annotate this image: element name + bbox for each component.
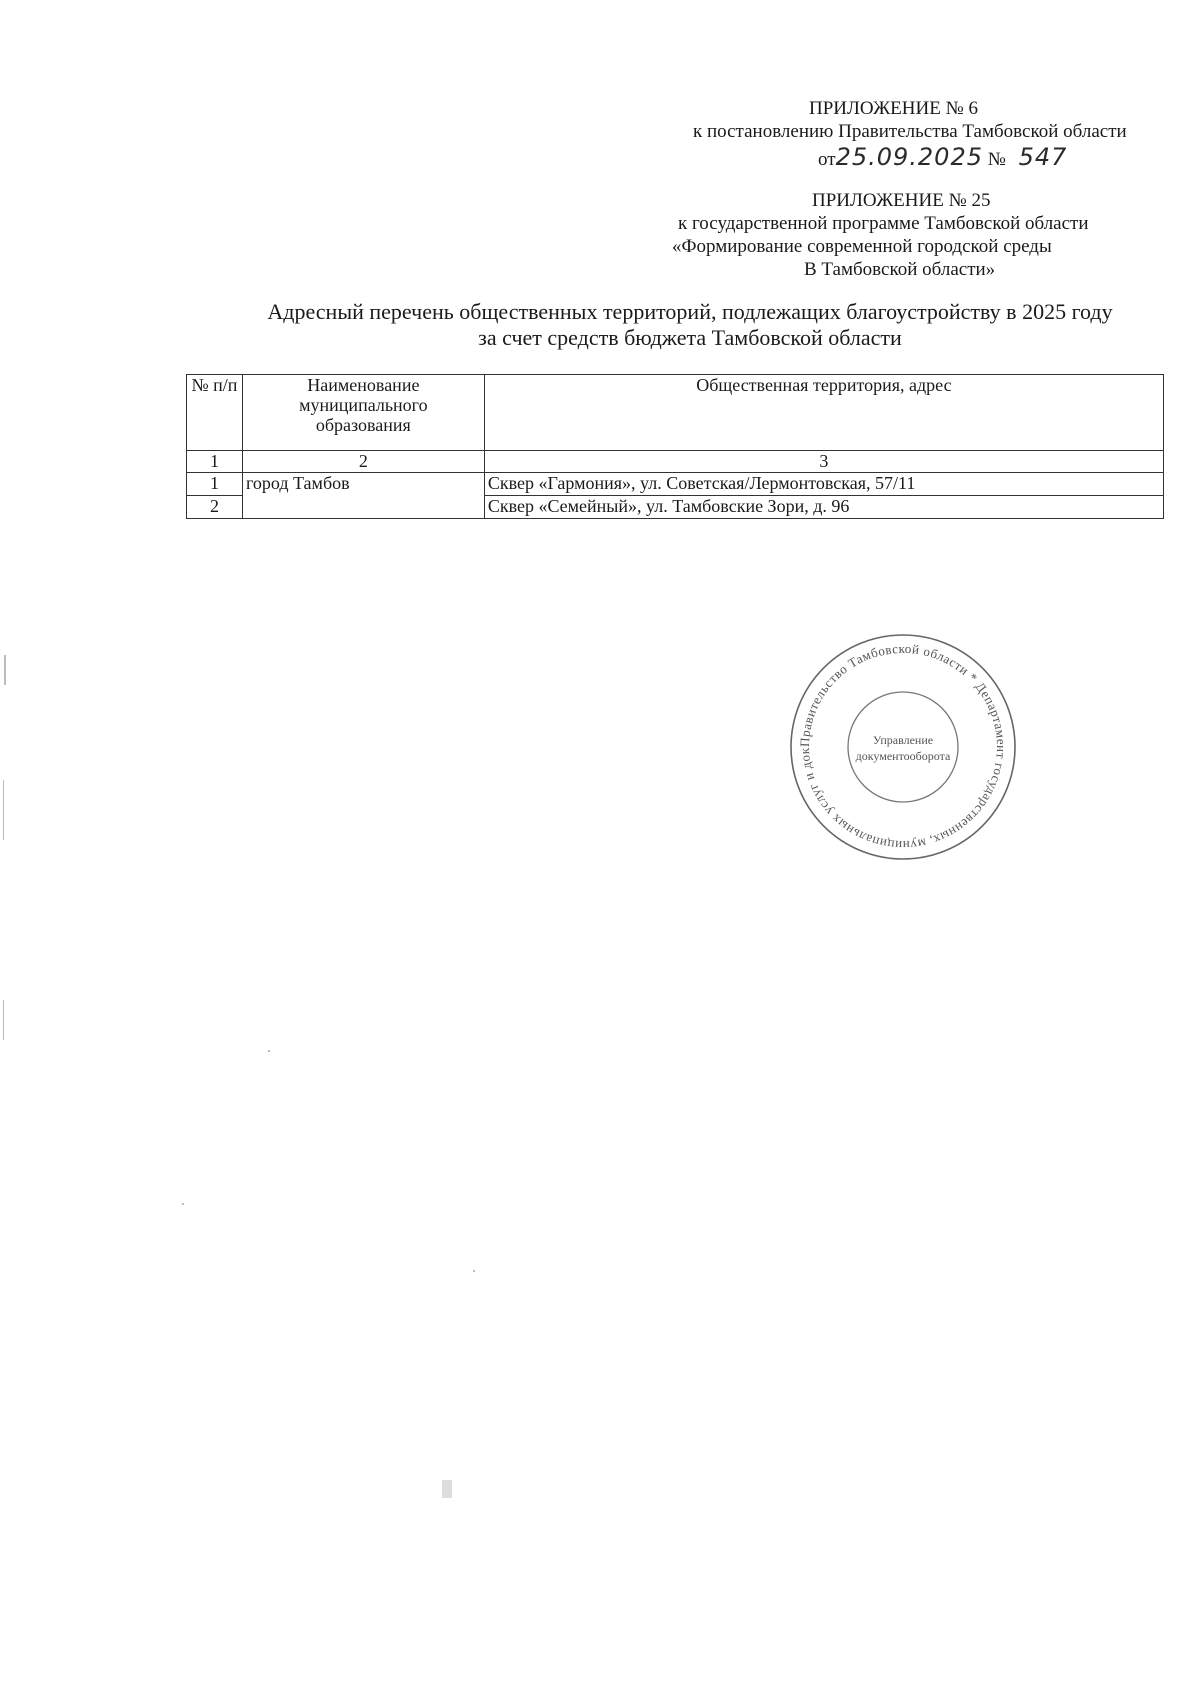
col-number-1: 1 [187,451,243,473]
stamp-inner-line2: документооборота [855,749,951,763]
official-stamp [788,632,1018,862]
document-title-line1: Адресный перечень общественных территорий, подлежащих благоустройству в 2025 году [267,299,1113,324]
annex25-line2: «Формирование современной городской среды [672,236,1052,257]
row-territory: Сквер «Семейный», ул. Тамбовские Зори, д. 96 [484,496,1163,519]
scan-speck [3,780,4,840]
date-prefix: от [818,149,836,170]
scan-speck [473,1270,475,1272]
annex25-title: ПРИЛОЖЕНИЕ № 25 [812,190,991,211]
col-number-2: 2 [242,451,484,473]
scan-speck [3,1000,4,1040]
annex25-line3: В Тамбовской области» [804,259,996,280]
header-municipality: Наименование муниципального образования [242,375,484,451]
handwritten-date: 25.09.2025 [835,143,983,171]
annex25-line1: к государственной программе Тамбовской области [678,213,1089,234]
stamp-graphic [788,632,1018,862]
scan-speck [182,1203,184,1205]
handwritten-number: 547 [1018,143,1068,171]
row-territory: Сквер «Гармония», ул. Советская/Лермонтовская, 57/11 [484,473,1163,496]
scan-speck [268,1050,270,1052]
stamp-inner-line1: Управление [872,733,934,747]
table-numbering-row [187,451,1164,473]
number-prefix: № [987,149,1006,170]
row-num: 2 [187,496,243,519]
stamp-ring-text: Правительство Тамбовской области * Департамент государственных, муниципальных услуг и док [796,640,1010,854]
annex6-subtitle: к постановлению Правительства Тамбовской области [693,121,1127,142]
table-row [187,473,1164,496]
document-title-line2: за счет средств бюджета Тамбовской области [478,325,902,350]
row-municipality: город Тамбов [242,473,484,519]
col-number-3: 3 [484,451,1163,473]
header-num: № п/п [187,375,243,451]
table-header-row [187,375,1164,451]
row-num: 1 [187,473,243,496]
scan-speck [442,1480,452,1498]
scan-speck [4,655,6,685]
territory-table [186,374,1164,519]
annex6-date-line [818,143,1068,171]
header-territory: Общественная территория, адрес [484,375,1163,451]
annex6-title: ПРИЛОЖЕНИЕ № 6 [809,98,978,119]
